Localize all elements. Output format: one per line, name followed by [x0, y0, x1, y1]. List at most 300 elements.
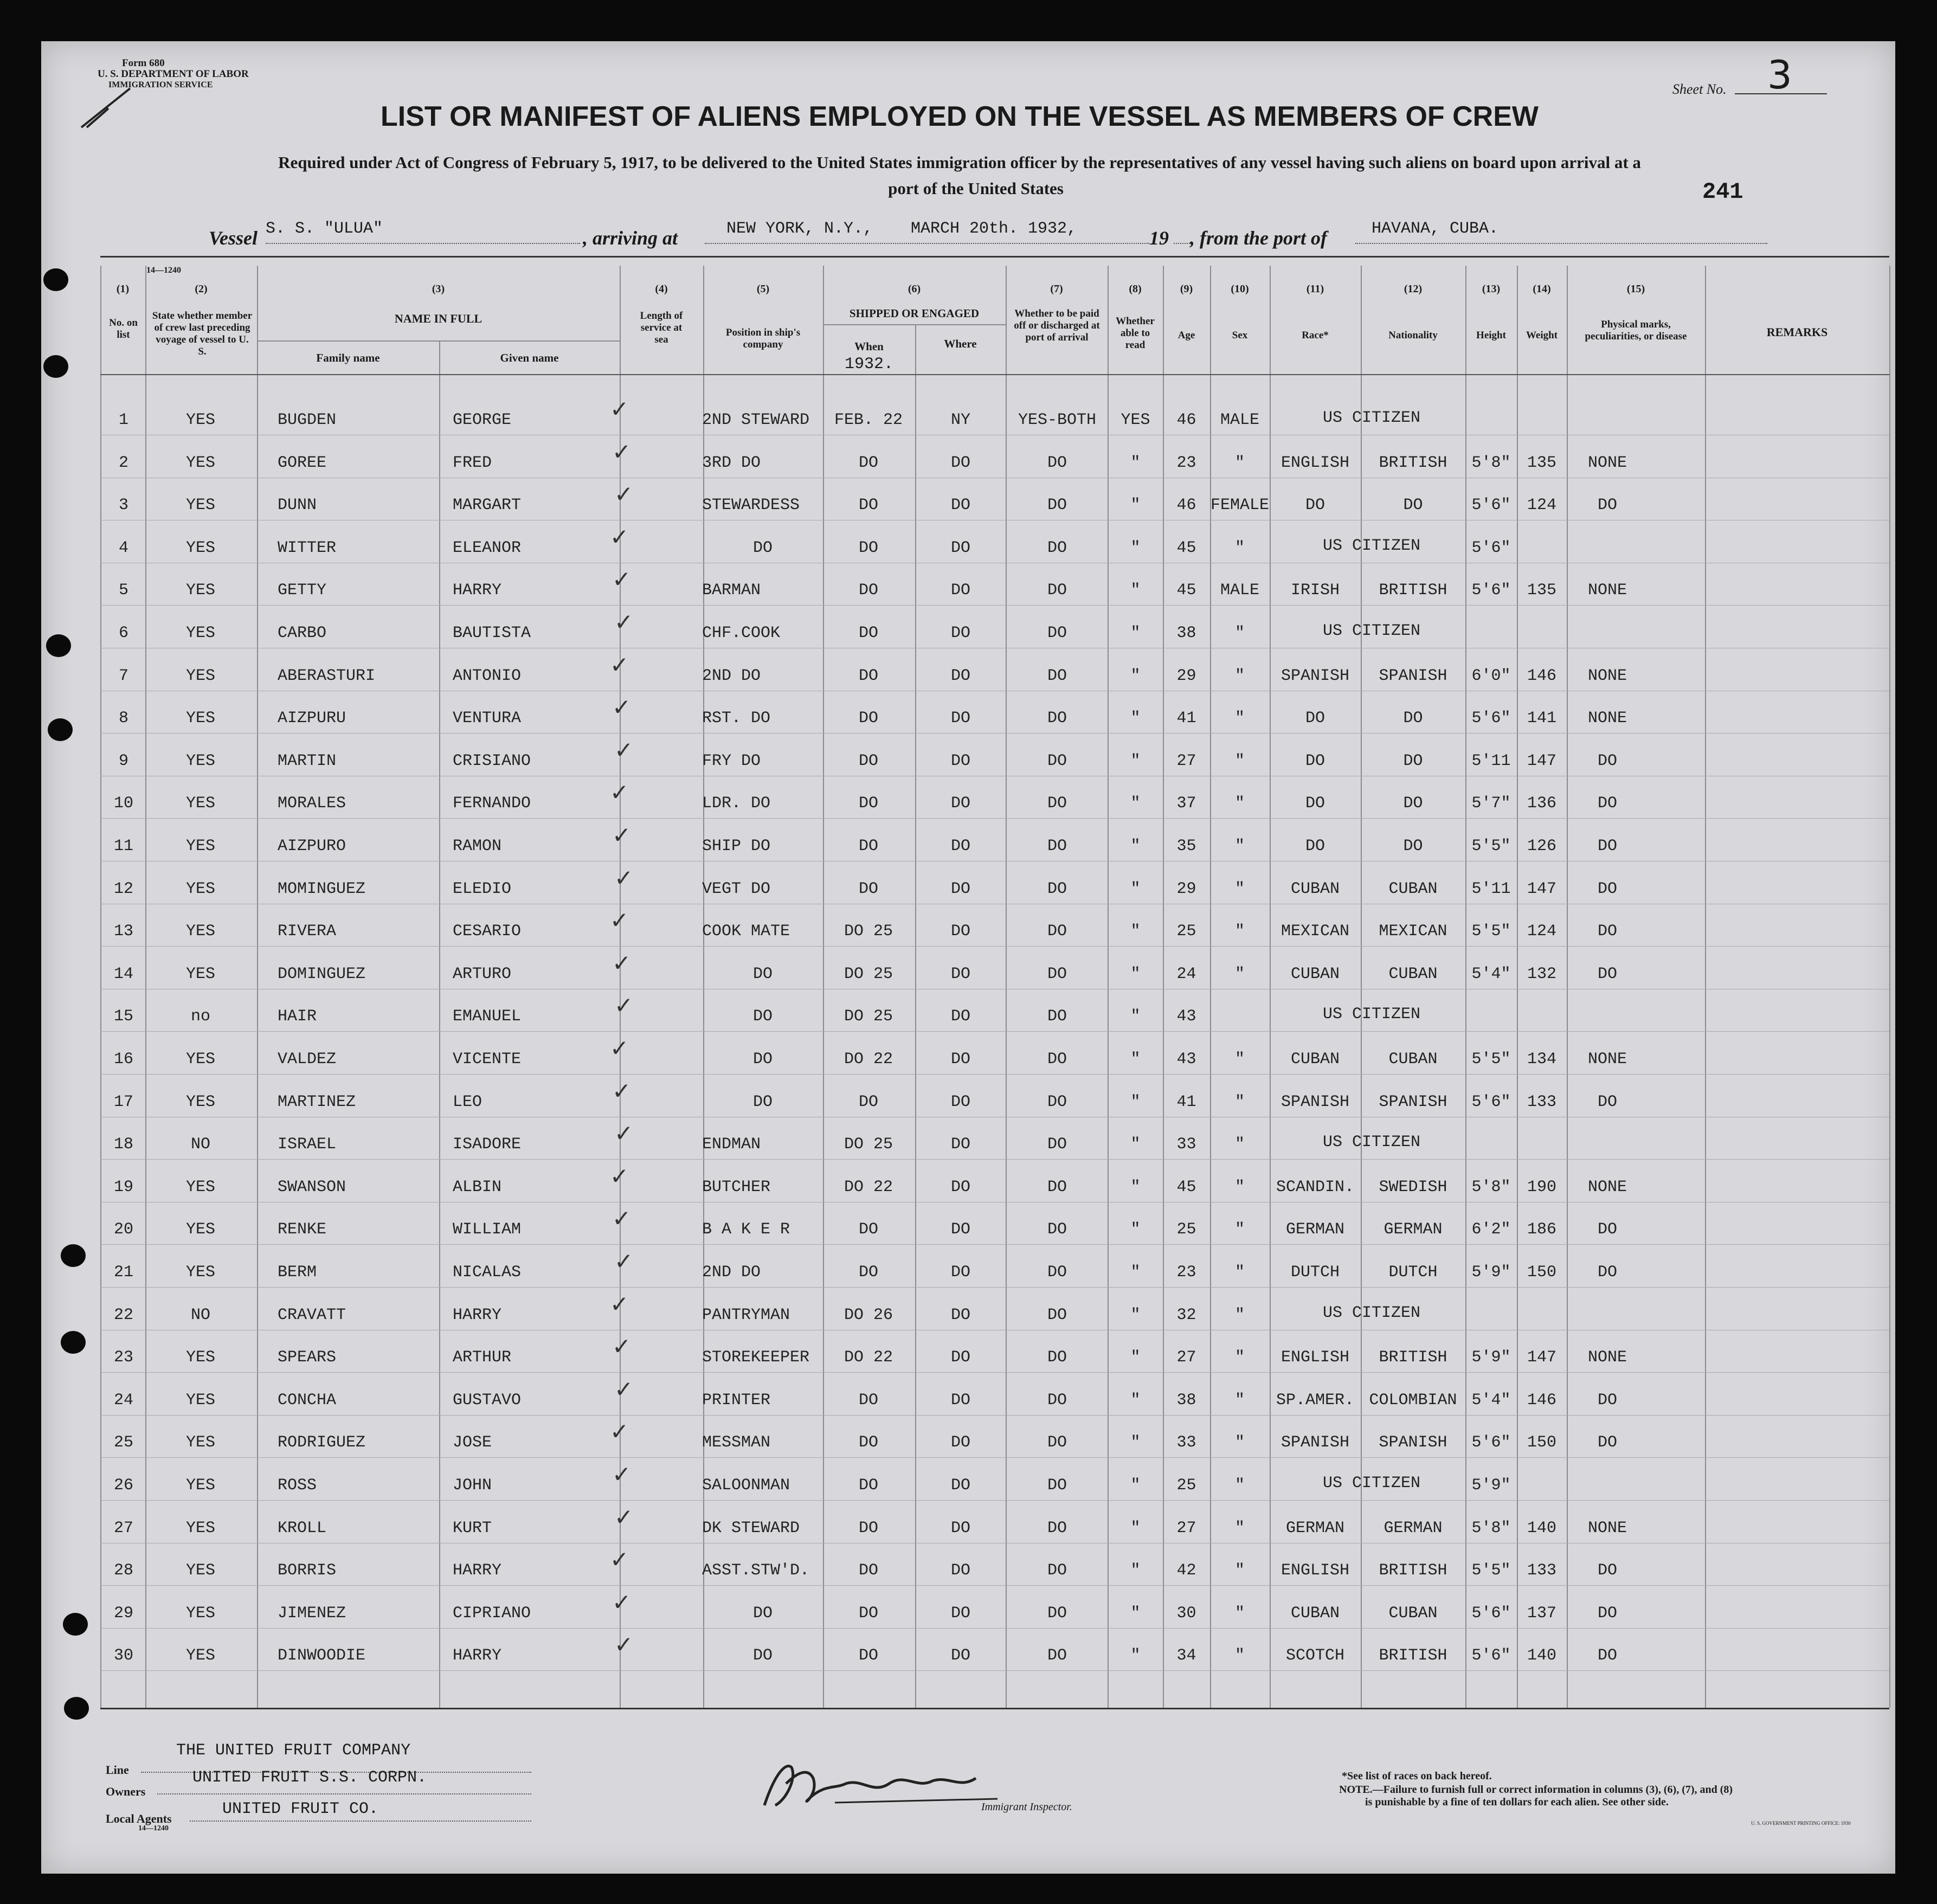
shipped-where: DO: [950, 837, 970, 855]
inspector-signature: [754, 1751, 1014, 1822]
physical-marks: NONE: [1587, 1519, 1627, 1538]
paid-off: DO: [1047, 1178, 1067, 1197]
able-to-read: ": [1130, 709, 1141, 728]
col12-label: Nationality: [1388, 330, 1438, 341]
paid-off: DO: [1047, 1604, 1067, 1623]
shipped-where: DO: [950, 1646, 970, 1665]
shipped-when: DO 25: [844, 1007, 893, 1026]
paid-off: DO: [1047, 964, 1067, 983]
nationality: BRITISH: [1379, 453, 1447, 472]
sex: ": [1234, 1220, 1245, 1239]
shipped-when: FEB. 22: [834, 411, 903, 429]
nationality: DO: [1403, 751, 1423, 770]
col-divider: [1006, 266, 1007, 1708]
physical-marks: NONE: [1587, 453, 1627, 472]
row-number: 12: [113, 879, 133, 898]
age: 37: [1176, 794, 1196, 813]
shipped-when: DO: [858, 1519, 878, 1538]
table-bottom-rule: [100, 1708, 1889, 1709]
height: 5'6": [1471, 1433, 1511, 1452]
weight: 136: [1527, 794, 1556, 813]
family-name: GOREE: [278, 453, 327, 472]
age: 34: [1176, 1646, 1196, 1665]
age: 33: [1176, 1433, 1196, 1452]
row-rule: [100, 1628, 1889, 1629]
sex: ": [1234, 1561, 1245, 1580]
height: 6'0": [1471, 666, 1511, 685]
physical-marks: NONE: [1587, 709, 1627, 728]
service-name: IMMIGRATION SERVICE: [108, 80, 213, 89]
col14-number: (14): [1533, 283, 1551, 295]
race: ENGLISH: [1280, 453, 1350, 472]
stamp-number: 241: [1702, 179, 1743, 205]
given-name: MARGART: [453, 496, 522, 515]
nationality: DUTCH: [1388, 1263, 1438, 1282]
family-name: BUGDEN: [278, 411, 337, 429]
check-mark-icon: ✓: [612, 1205, 632, 1232]
family-name: HAIR: [278, 1007, 317, 1026]
age: 30: [1176, 1604, 1196, 1623]
race: DO: [1305, 496, 1325, 515]
given-name: FRED: [453, 453, 492, 472]
year-underline: [1174, 243, 1190, 244]
race: SPANISH: [1280, 1433, 1350, 1452]
able-to-read: ": [1130, 751, 1141, 770]
row-number: 8: [118, 709, 128, 728]
check-mark-icon: ✓: [612, 949, 632, 976]
physical-marks: NONE: [1587, 581, 1627, 600]
sex: ": [1234, 1476, 1245, 1495]
row-number: 15: [113, 1007, 133, 1026]
row-rule: [100, 1585, 1889, 1586]
shipped-where: DO: [950, 1561, 970, 1580]
able-to-read: ": [1130, 538, 1141, 557]
shipped-where: DO: [950, 1476, 970, 1495]
check-mark-icon: ✓: [610, 779, 629, 806]
shipped-header-rule: [823, 324, 1006, 325]
row-rule: [100, 1244, 1889, 1245]
check-mark-icon: ✓: [612, 1588, 632, 1616]
able-to-read: ": [1130, 879, 1141, 898]
weight: 146: [1527, 666, 1556, 685]
sex: ": [1234, 1305, 1245, 1324]
position: DO: [752, 1646, 773, 1665]
shipped-where: DO: [950, 666, 970, 685]
height: 5'9": [1471, 1263, 1511, 1282]
race: SCANDIN.: [1276, 1178, 1355, 1197]
shipped-when: DO: [858, 538, 878, 557]
inspector-label: Immigrant Inspector.: [981, 1801, 1072, 1813]
age: 33: [1176, 1135, 1196, 1154]
shipped-where: DO: [950, 538, 970, 557]
position: PANTRYMAN: [702, 1305, 790, 1324]
prev-voyage: YES: [185, 922, 215, 941]
able-to-read: ": [1130, 1007, 1141, 1026]
able-to-read: ": [1130, 1178, 1141, 1197]
check-mark-icon: ✓: [614, 609, 634, 635]
check-mark-icon: ✓: [612, 822, 632, 848]
shipped-where: DO: [950, 581, 970, 600]
shipped-where: DO: [950, 1305, 970, 1324]
weight: 133: [1527, 1092, 1556, 1111]
age: 29: [1176, 666, 1196, 685]
shipped-when: DO: [858, 1220, 878, 1239]
prev-voyage: YES: [185, 794, 215, 813]
line-label: Line: [106, 1763, 129, 1777]
physical-marks: DO: [1597, 879, 1617, 898]
position: B A K E R: [702, 1220, 790, 1239]
prev-voyage: YES: [185, 1604, 215, 1623]
paid-off: DO: [1047, 751, 1067, 770]
shipped-where: DO: [950, 922, 970, 941]
shipped-when: DO 25: [844, 922, 893, 941]
given-name: ARTURO: [453, 964, 512, 983]
age: 38: [1176, 1391, 1196, 1410]
from-port-underline: [1355, 243, 1767, 244]
row-number: 7: [118, 666, 128, 685]
row-number: 24: [113, 1391, 133, 1410]
able-to-read: ": [1130, 666, 1141, 685]
nationality: GERMAN: [1383, 1220, 1443, 1239]
check-mark-icon: ✓: [612, 1333, 632, 1360]
able-to-read: ": [1130, 1391, 1141, 1410]
weight: 126: [1527, 837, 1556, 855]
position: 2ND DO: [702, 666, 761, 685]
shipped-where: DO: [950, 1220, 970, 1239]
position: DO: [752, 1604, 773, 1623]
family-name: MORALES: [278, 794, 346, 813]
prev-voyage: YES: [185, 1391, 215, 1410]
height: 5'6": [1471, 1646, 1511, 1665]
physical-marks: NONE: [1587, 1050, 1627, 1069]
family-name: JIMENEZ: [278, 1604, 346, 1623]
age: 25: [1176, 922, 1196, 941]
sex: ": [1234, 751, 1245, 770]
family-name: DINWOODIE: [278, 1646, 366, 1665]
shipped-when: DO: [858, 1433, 878, 1452]
race: CUBAN: [1290, 879, 1340, 898]
position: ASST.STW'D.: [702, 1561, 810, 1580]
race: GERMAN: [1285, 1519, 1345, 1538]
paid-off: DO: [1047, 1135, 1067, 1154]
prev-voyage: NO: [190, 1135, 210, 1154]
able-to-read: ": [1130, 1092, 1141, 1111]
age: 41: [1176, 1092, 1196, 1111]
physical-marks: DO: [1597, 1391, 1617, 1410]
given-name: GEORGE: [453, 411, 512, 429]
nationality: MEXICAN: [1379, 922, 1447, 941]
check-mark-icon: ✓: [612, 566, 632, 593]
able-to-read: ": [1130, 496, 1141, 515]
row-number: 3: [118, 496, 128, 515]
age: 29: [1176, 879, 1196, 898]
shipped-where: DO: [950, 1519, 970, 1538]
family-name: RODRIGUEZ: [278, 1433, 366, 1452]
position: DO: [752, 964, 773, 983]
able-to-read: ": [1130, 964, 1141, 983]
col-divider: [1108, 266, 1109, 1708]
nationality: BRITISH: [1379, 1646, 1447, 1665]
physical-marks: DO: [1597, 1604, 1617, 1623]
agents-underline: [190, 1821, 531, 1822]
row-number: 11: [113, 837, 133, 855]
shipped-where: DO: [950, 1433, 970, 1452]
owners-label: Owners: [106, 1785, 146, 1798]
weight: 133: [1527, 1561, 1556, 1580]
able-to-read: ": [1130, 1050, 1141, 1069]
agents-value: UNITED FRUIT CO.: [222, 1800, 379, 1818]
physical-marks: DO: [1597, 1433, 1617, 1452]
given-name: ALBIN: [453, 1178, 502, 1197]
shipped-where: DO: [950, 1604, 970, 1623]
shipped-when: DO 22: [844, 1178, 893, 1197]
sex: ": [1234, 922, 1245, 941]
position: MESSMAN: [702, 1433, 771, 1452]
vessel-label: Vessel: [209, 227, 258, 249]
row-number: 14: [113, 964, 133, 983]
age: 46: [1176, 411, 1196, 429]
binder-hole: [63, 1613, 88, 1636]
nationality: GERMAN: [1383, 1519, 1443, 1538]
prev-voyage: YES: [185, 538, 215, 557]
age: 45: [1176, 1178, 1196, 1197]
shipped-when: DO 26: [844, 1305, 893, 1324]
race: ENGLISH: [1280, 1561, 1350, 1580]
col6-number: (6): [908, 283, 921, 295]
paid-off: DO: [1047, 1646, 1067, 1665]
given-name: GUSTAVO: [453, 1391, 522, 1410]
race-note: *See list of races on back hereof.: [1342, 1770, 1492, 1782]
family-name: AIZPURO: [278, 837, 346, 855]
weight: 140: [1527, 1519, 1556, 1538]
able-to-read: ": [1130, 922, 1141, 941]
given-name: BAUTISTA: [453, 624, 531, 642]
col7-number: (7): [1050, 283, 1063, 295]
sex: ": [1234, 1604, 1245, 1623]
height: 5'8": [1471, 1519, 1511, 1538]
row-number: 23: [113, 1348, 133, 1367]
shipped-when: DO: [858, 666, 878, 685]
shipped-where: DO: [950, 1135, 970, 1154]
physical-marks: DO: [1597, 837, 1617, 855]
family-name: MARTINEZ: [278, 1092, 356, 1111]
shipped-when: DO: [858, 879, 878, 898]
row-rule: [100, 818, 1889, 819]
row-rule: [100, 1074, 1889, 1075]
able-to-read: ": [1130, 1305, 1141, 1324]
row-number: 26: [113, 1476, 133, 1495]
col3-given-label: Given name: [500, 351, 559, 364]
subtitle-line-2: port of the United States: [888, 179, 1064, 198]
check-mark-icon: ✓: [612, 1077, 632, 1104]
given-name: NICALAS: [453, 1263, 522, 1282]
paid-off: DO: [1047, 1561, 1067, 1580]
sex: ": [1234, 1519, 1245, 1538]
citizen-status: US CITIZEN: [1322, 1303, 1421, 1322]
physical-marks: DO: [1597, 964, 1617, 983]
weight: 134: [1527, 1050, 1556, 1069]
family-name: BORRIS: [278, 1561, 337, 1580]
prev-voyage: YES: [185, 879, 215, 898]
position: LDR. DO: [702, 794, 771, 813]
shipped-when: DO: [858, 794, 878, 813]
prev-voyage: YES: [185, 1646, 215, 1665]
sex: ": [1234, 879, 1245, 898]
row-number: 4: [118, 538, 128, 557]
check-mark-icon: ✓: [610, 1418, 629, 1445]
row-number: 1: [118, 411, 128, 429]
height: 6'2": [1471, 1220, 1511, 1239]
col-divider: [1889, 266, 1890, 1708]
paid-off: DO: [1047, 496, 1067, 515]
given-name: VICENTE: [453, 1050, 522, 1069]
family-name: VALDEZ: [278, 1050, 337, 1069]
agents-label: Local Agents: [106, 1812, 172, 1825]
weight: 132: [1527, 964, 1556, 983]
physical-marks: DO: [1597, 1263, 1617, 1282]
sex: ": [1234, 709, 1245, 728]
row-number: 21: [113, 1263, 133, 1282]
arriving-date: MARCH 20th. 1932,: [911, 220, 1077, 238]
owners-value: UNITED FRUIT S.S. CORPN.: [192, 1768, 427, 1787]
height: 5'8": [1471, 1178, 1511, 1197]
col6-label: SHIPPED OR ENGAGED: [849, 307, 980, 320]
family-name: RIVERA: [278, 922, 337, 941]
age: 24: [1176, 964, 1196, 983]
row-rule: [100, 1670, 1889, 1671]
nationality: SWEDISH: [1379, 1178, 1447, 1197]
age: 27: [1176, 1519, 1196, 1538]
position: DO: [752, 1092, 773, 1111]
height: 5'6": [1471, 581, 1511, 600]
shipped-where: DO: [950, 709, 970, 728]
prev-voyage: YES: [185, 709, 215, 728]
row-rule: [100, 1372, 1889, 1373]
sex: ": [1234, 1646, 1245, 1665]
row-number: 16: [113, 1050, 133, 1069]
family-name: GETTY: [278, 581, 327, 600]
sex: ": [1234, 794, 1245, 813]
owners-underline: [157, 1793, 531, 1794]
row-number: 6: [118, 624, 128, 642]
able-to-read: ": [1130, 1646, 1141, 1665]
citizen-status: US CITIZEN: [1322, 1474, 1421, 1493]
col13-label: Height: [1476, 330, 1506, 341]
check-mark-icon: ✓: [610, 1546, 629, 1573]
col15-label: Physical marks, peculiarities, or disease: [1585, 319, 1687, 342]
check-mark-icon: ✓: [610, 523, 629, 550]
able-to-read: ": [1130, 1604, 1141, 1623]
row-number: 5: [118, 581, 128, 600]
col3-number: (3): [432, 283, 445, 295]
position: PRINTER: [702, 1391, 771, 1410]
col5-label: Position in ship's company: [725, 327, 801, 350]
sex: ": [1234, 1263, 1245, 1282]
row-number: 25: [113, 1433, 133, 1452]
position: 2ND STEWARD: [702, 411, 810, 429]
shipped-where: DO: [950, 794, 970, 813]
paid-off: DO: [1047, 837, 1067, 855]
height: 5'5": [1471, 1050, 1511, 1069]
given-name: JOHN: [453, 1476, 492, 1495]
prev-voyage: YES: [185, 837, 215, 855]
shipped-where: DO: [950, 1391, 970, 1410]
position: DO: [752, 1050, 773, 1069]
row-number: 10: [113, 794, 133, 813]
position: DK STEWARD: [702, 1519, 800, 1538]
shipped-when: DO: [858, 624, 878, 642]
shipped-when: DO 25: [844, 1135, 893, 1154]
nationality: CUBAN: [1388, 964, 1438, 983]
sex: FEMALE: [1210, 496, 1270, 515]
sex: MALE: [1220, 411, 1259, 429]
paid-off: DO: [1047, 794, 1067, 813]
family-name: KROLL: [278, 1519, 327, 1538]
col-divider: [145, 266, 146, 1708]
given-name: RAMON: [453, 837, 502, 855]
check-mark-icon: ✓: [614, 1375, 634, 1403]
able-to-read: ": [1130, 1433, 1141, 1452]
weight: 190: [1527, 1178, 1556, 1197]
check-mark-icon: ✓: [614, 736, 634, 763]
printer-imprint: U. S. GOVERNMENT PRINTING OFFICE: 1930: [1751, 1821, 1851, 1826]
shipped-when: DO: [858, 1646, 878, 1665]
citizen-status: US CITIZEN: [1322, 409, 1421, 427]
sex: ": [1234, 1092, 1245, 1111]
race: SCOTCH: [1285, 1646, 1345, 1665]
nationality: CUBAN: [1388, 1050, 1438, 1069]
row-number: 20: [113, 1220, 133, 1239]
nationality: SPANISH: [1379, 1092, 1447, 1111]
shipped-where: DO: [950, 879, 970, 898]
able-to-read: ": [1130, 1135, 1141, 1154]
height: 5'9": [1471, 1476, 1511, 1495]
paid-off: YES-BOTH: [1018, 411, 1097, 429]
given-name: LEO: [453, 1092, 482, 1111]
height: 5'4": [1471, 1391, 1511, 1410]
paid-off: DO: [1047, 624, 1067, 642]
paid-off: DO: [1047, 1305, 1067, 1324]
header-bottom-rule: [100, 374, 1889, 375]
sex: ": [1234, 837, 1245, 855]
able-to-read: ": [1130, 581, 1141, 600]
row-number: 13: [113, 922, 133, 941]
paid-off: DO: [1047, 538, 1067, 557]
paid-off: DO: [1047, 581, 1067, 600]
physical-marks: DO: [1597, 1220, 1617, 1239]
row-rule: [100, 1159, 1889, 1160]
able-to-read: ": [1130, 453, 1141, 472]
age: 38: [1176, 624, 1196, 642]
nationality: DO: [1403, 496, 1423, 515]
col15-number: (15): [1626, 283, 1645, 295]
sex: ": [1234, 624, 1245, 642]
check-mark-icon: ✓: [610, 1162, 629, 1189]
col10-label: Sex: [1232, 330, 1248, 341]
col2-number: (2): [195, 283, 208, 295]
year-label: 19: [1149, 227, 1169, 249]
shipped-when: DO 25: [844, 964, 893, 983]
nationality: SPANISH: [1379, 1433, 1447, 1452]
sex: ": [1234, 1178, 1245, 1197]
binder-hole: [64, 1697, 89, 1720]
physical-marks: NONE: [1587, 1348, 1627, 1367]
position: CHF.COOK: [702, 624, 781, 642]
col5-number: (5): [756, 283, 770, 295]
family-name: WITTER: [278, 538, 337, 557]
shipped-when: DO 22: [844, 1050, 893, 1069]
shipped-where: DO: [950, 751, 970, 770]
